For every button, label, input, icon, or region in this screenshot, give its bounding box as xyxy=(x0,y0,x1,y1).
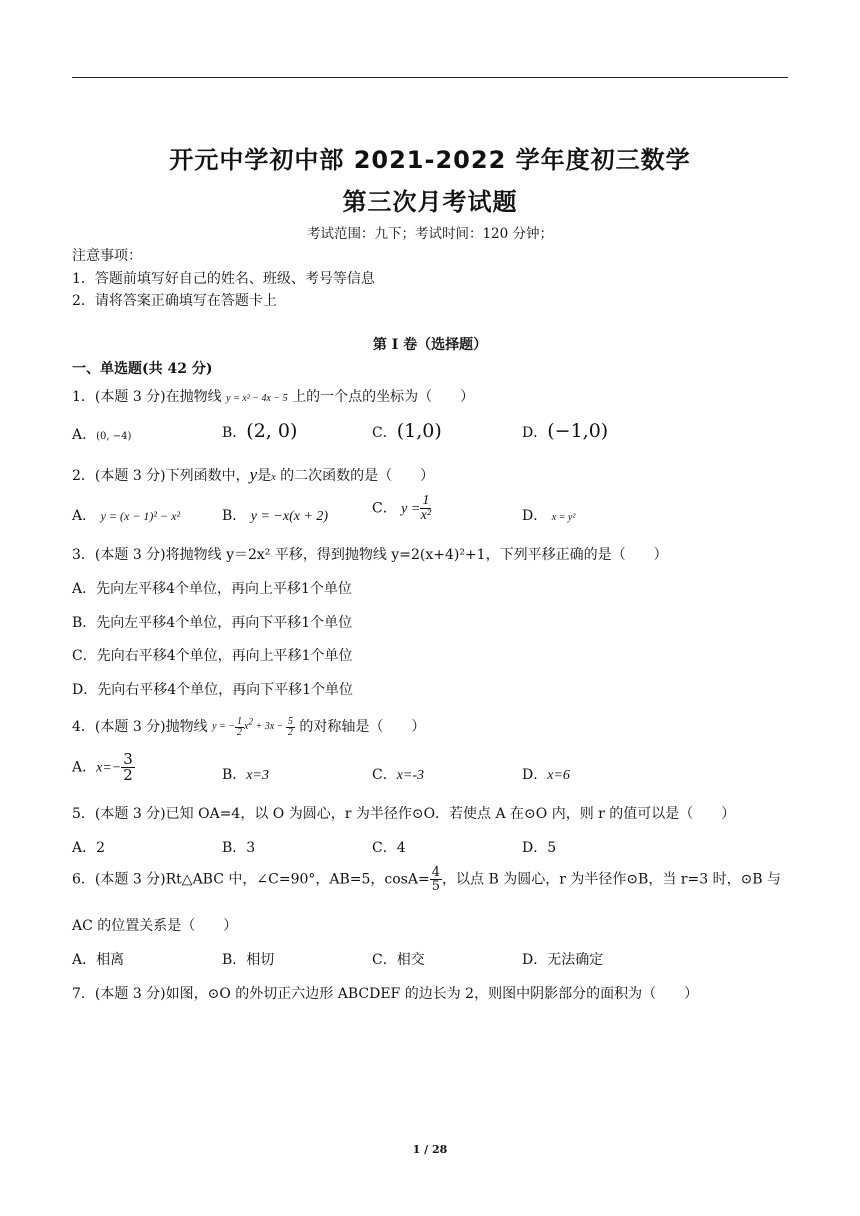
q1-prefix: 1．(本题 3 分)在抛物线 xyxy=(72,389,227,405)
q5-option-d: D．5 xyxy=(522,840,557,856)
exam-info: 考试范围：九下；考试时间：120 分钟； xyxy=(306,226,554,242)
q2-option-b: B． y = −x(x + 2) xyxy=(222,508,329,524)
q6-option-a: A．相离 xyxy=(72,952,125,968)
section-title: 一、单选题(共 42 分) xyxy=(72,361,213,377)
q4-option-b: B．x=3 xyxy=(222,767,269,783)
question-6-line2: AC 的位置关系是（ ） xyxy=(72,918,238,934)
doc-title-line1: 开元中学初中部 2021-2022 学年度初三数学 xyxy=(169,146,691,174)
q6-option-d: D．无法确定 xyxy=(522,952,604,968)
q6-option-c: C．相交 xyxy=(372,952,425,968)
note-item-2: 2．请将答案正确填写在答题卡上 xyxy=(72,293,277,309)
q5-option-a: A．2 xyxy=(72,840,106,856)
q1-option-d: D．(−1,0) xyxy=(522,420,609,442)
q6-option-b: B．相切 xyxy=(222,952,275,968)
note-item-1: 1．答题前填写好自己的姓名、班级、考号等信息 xyxy=(72,271,375,287)
q3-option-b: B．先向左平移4个单位，再向下平移1个单位 xyxy=(72,615,353,631)
q5-option-c: C．4 xyxy=(372,840,406,856)
q3-option-c: C．先向右平移4个单位，再向上平移1个单位 xyxy=(72,648,353,664)
doc-title-line2: 第三次月考试题 xyxy=(342,188,518,216)
q3-option-a: A．先向左平移4个单位，再向上平移1个单位 xyxy=(72,581,352,597)
question-1 xyxy=(72,386,474,406)
q1-suffix: 上的一个点的坐标为（ ） xyxy=(287,389,475,405)
q1-option-a: A．(0, −4) xyxy=(72,427,132,443)
q1-formula: y = x² − 4x − 5 xyxy=(226,393,288,404)
q4-option-d: D．x=6 xyxy=(522,767,570,783)
q2-option-d: D． x = y² xyxy=(522,508,576,524)
question-7: 7．(本题 3 分)如图，⊙O 的外切正六边形 ABCDEF 的边长为 2，则图中阴影部分的面积为（ ） xyxy=(72,986,699,1002)
q2-option-a: A． y = (x − 1)² − x² xyxy=(72,508,181,524)
question-3: 3．(本题 3 分)将抛物线 y＝2x² 平移，得到抛物线 y=2(x+4)²+1，下列平移正确的是（ ） xyxy=(72,547,668,563)
q4-option-c: C．x=-3 xyxy=(372,767,425,783)
part-title: 第 I 卷（选择题） xyxy=(372,337,488,353)
q5-option-b: B．3 xyxy=(222,840,256,856)
question-4: 4．(本题 3 分)抛物线 y = − $\frac{1}{2}$ $x^2 + 3x$ − $\frac{5}{2}$ 的对称轴是（ ） xyxy=(72,715,426,738)
q2-option-c: C． y = $\frac{1}{\text{x²}}$ xyxy=(372,493,432,523)
q1-option-c: C．(1,0) xyxy=(372,420,442,442)
q1-option-b: B．(2, 0) xyxy=(222,420,298,442)
header-rule xyxy=(72,77,788,78)
question-6: 6．(本题 3 分)Rt△ABC 中，∠C=90°，AB=5，cosA= $\frac{4}{5}$ ，以点 B 为圆心，r 为半径作⊙B，当 r=3 时，⊙B 与 xyxy=(72,865,782,894)
page-number: 1 / 28 xyxy=(412,1143,448,1156)
q3-option-d: D．先向右平移4个单位，再向下平移1个单位 xyxy=(72,682,354,698)
notes-heading: 注意事项： xyxy=(72,248,142,264)
q4-option-a: A．x=− $\frac{3}{2}$ xyxy=(72,750,133,784)
question-5: 5．(本题 3 分)已知 OA=4，以 O 为圆心，r 为半径作⊙O．若使点 A 在⊙O 内，则 r 的值可以是（ ） xyxy=(72,806,736,822)
question-2: 2．(本题 3 分)下列函数中，y是x 的二次函数的是（ ） xyxy=(72,465,435,484)
